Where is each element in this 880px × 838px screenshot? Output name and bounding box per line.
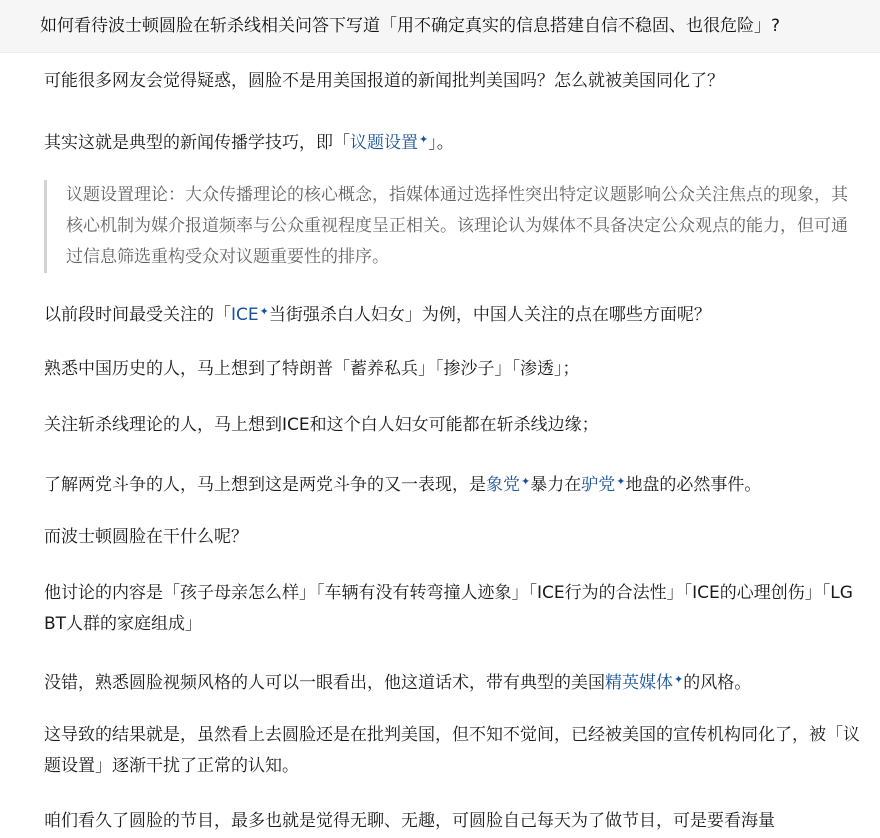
keyword-link-gop[interactable] [486, 475, 530, 495]
keyword-link-ice[interactable] [231, 305, 269, 325]
answer-paragraph-1: 可能很多网友会觉得疑惑，圆脸不是用美国报道的新闻批判美国吗？怎么就被美国同化了？ [44, 71, 724, 91]
question-header [0, 0, 880, 53]
keyword-link-agenda-setting[interactable] [350, 133, 428, 153]
paragraph-text: 了解两党斗争的人，马上想到这是两党斗争的又一表现，是 [44, 475, 486, 495]
spark-icon: ✦ [419, 133, 429, 146]
keyword-label[interactable]: ICE [231, 305, 259, 325]
paragraph-text: 没错，熟悉圆脸视频风格的人可以一眼看出，他这道话术，带有典型的美国 [44, 673, 605, 693]
keyword-label[interactable]: 精英媒体 [605, 673, 673, 693]
answer-paragraph-3 [44, 296, 864, 331]
answer-paragraph-5: 关注斩杀线理论的人，马上想到ICE和这个白人妇女可能都在斩杀线边缘； [44, 415, 599, 435]
spark-icon: ✦ [674, 673, 684, 686]
keyword-label[interactable]: 驴党 [581, 475, 616, 495]
paragraph-text: 当街强杀白人妇女」为例，中国人关注的点在哪些方面呢？ [268, 305, 711, 325]
paragraph-text: 以前段时间最受关注的「 [44, 305, 231, 325]
question-title[interactable]: 如何看待波士顿圆脸在斩杀线相关问答下写道「用不确定真实的信息搭建自信不稳固、也很危险」? [40, 16, 781, 36]
answer-paragraph-6 [44, 466, 864, 501]
answer-paragraph-8: 他讨论的内容是「孩子母亲怎么样」「车辆有没有转弯撞人迹象」「ICE行为的合法性」「ICE的心理创伤」「LGBT人群的家庭组成」 [44, 583, 853, 634]
keyword-label[interactable]: 象党 [486, 475, 520, 495]
answer-paragraph-4: 熟悉中国历史的人，马上想到了特朗普「蓄养私兵」「掺沙子」「渗透」； [44, 359, 580, 379]
keyword-link-dem[interactable] [581, 475, 625, 495]
answer-paragraph-10: 这导致的结果就是，虽然看上去圆脸还是在批判美国，但不知不觉间，已经被美国的宣传机构同化了，被「议题设置」逐渐干扰了正常的认知。 [44, 725, 860, 776]
paragraph-text: 的风格。 [683, 673, 752, 693]
blockquote [44, 180, 878, 273]
answer-paragraph-11: 咱们看久了圆脸的节目，最多也就是觉得无聊、无趣，可圆脸自己每天为了做节目，可是要看海量 [44, 811, 775, 831]
paragraph-text: 」。 [428, 133, 454, 153]
spark-icon: ✦ [616, 475, 626, 488]
keyword-label[interactable]: 议题设置 [350, 133, 418, 153]
quote-text: 议题设置理论：大众传播理论的核心概念，指媒体通过选择性突出特定议题影响公众关注焦点的现象，其核心机制为媒介报道频率与公众重视程度呈正相关。该理论认为媒体不具备决定公众观点的能力，但可通过信息筛选重构受众对议题重要性的排序。 [66, 185, 848, 267]
spark-icon: ✦ [521, 475, 531, 488]
paragraph-text: 暴力在 [530, 475, 582, 495]
spark-icon: ✦ [259, 305, 269, 318]
answer-paragraph-2 [44, 124, 864, 159]
answer-paragraph-7: 而波士顿圆脸在干什么呢？ [44, 527, 248, 547]
answer-paragraph-9 [44, 664, 864, 699]
paragraph-text: 地盘的必然事件。 [625, 475, 762, 495]
keyword-link-elite-media[interactable] [605, 673, 683, 693]
paragraph-text: 其实这就是典型的新闻传播学技巧，即「 [44, 133, 350, 153]
